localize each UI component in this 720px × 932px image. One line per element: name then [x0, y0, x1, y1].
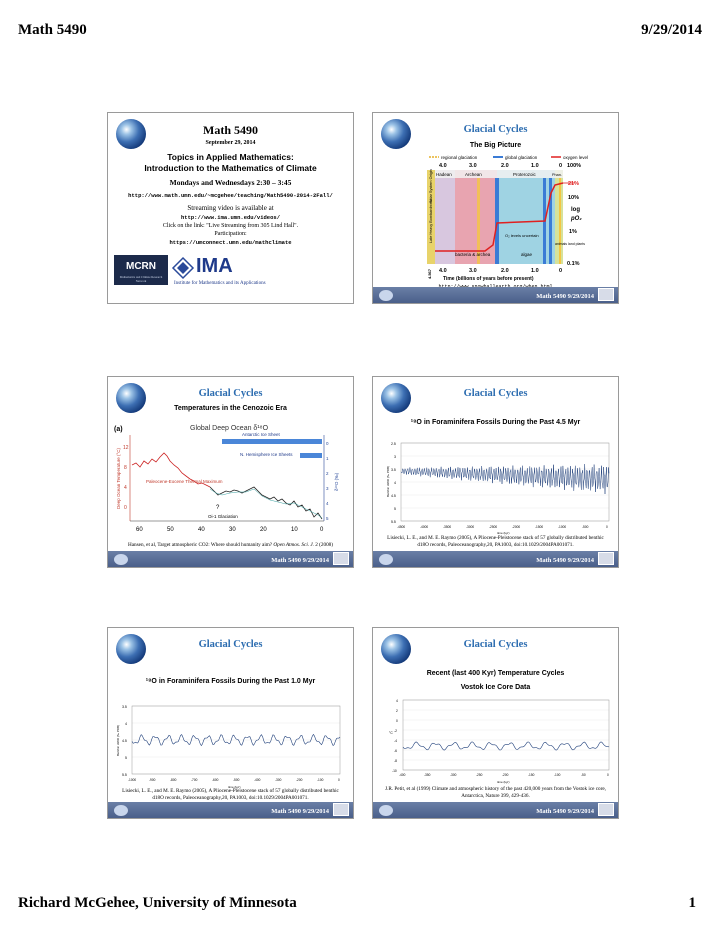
svg-text:2.5: 2.5: [391, 442, 396, 446]
svg-text:-3000: -3000: [466, 525, 475, 529]
svg-text:Oi-1 Glaciation: Oi-1 Glaciation: [208, 514, 238, 519]
svg-text:-2000: -2000: [512, 525, 521, 529]
svg-text:-500: -500: [582, 525, 589, 529]
svg-text:3.5: 3.5: [122, 705, 127, 709]
ima-logo: IMA: [196, 255, 233, 277]
petm-label: Paleocene-Eocene Thermal Maximum: [146, 479, 223, 484]
svg-text:0: 0: [559, 268, 563, 274]
svg-text:4.5: 4.5: [122, 739, 127, 743]
svg-text:5: 5: [326, 516, 329, 521]
svg-text:20: 20: [260, 527, 267, 533]
nav-icon[interactable]: [598, 552, 614, 565]
svg-text:10: 10: [291, 527, 298, 533]
svg-text:-500: -500: [233, 778, 240, 782]
svg-text:2.0: 2.0: [501, 268, 509, 274]
slide-6: [372, 627, 619, 819]
slide-2: [372, 112, 619, 304]
svg-text:5: 5: [125, 756, 127, 760]
citation-line-1: J.R. Petit, et al (1999) Climate and atmospheric history of the past 420,000 years from the Vostok ice core,: [385, 786, 606, 792]
ima-logo-subtitle: Institute for Mathematics and its Applications: [174, 281, 266, 286]
svg-text:animals land plants: animals land plants: [555, 242, 585, 246]
svg-text:21%: 21%: [568, 181, 580, 187]
svg-text:-4: -4: [394, 739, 397, 743]
slide-3: [107, 376, 354, 568]
heading-line-2: Introduction to the Mathematics of Climate: [144, 163, 317, 173]
slide-4: [372, 376, 619, 568]
svg-text:60: 60: [136, 527, 143, 533]
citation-line-1: Lisiecki, L. E., and M. E. Raymo (2005), A Pliocene-Pleistocene stack of 57 globally distributed benthic: [387, 535, 604, 541]
svg-text:algae: algae: [521, 252, 533, 257]
svg-text:-2: -2: [394, 729, 397, 733]
legend-global: global glaciation: [505, 155, 538, 160]
figure-title: Global Deep Ocean δ¹⁸O: [190, 425, 269, 432]
svg-text:0: 0: [320, 527, 324, 533]
slide-subtitle: The Big Picture: [469, 142, 522, 149]
svg-text:-4000: -4000: [420, 525, 429, 529]
svg-text:Benthic d18O (‰ PDB): Benthic d18O (‰ PDB): [386, 465, 390, 497]
slide-date: September 29, 2014: [205, 140, 256, 146]
svg-text:δ¹⁸O (‰): δ¹⁸O (‰): [334, 472, 339, 491]
panel-label: (a): [114, 426, 123, 433]
svg-text:°C: °C: [389, 731, 393, 735]
svg-text:-150: -150: [528, 773, 535, 777]
nav-icon[interactable]: [333, 552, 349, 565]
citation-line-2: d18O records, Paleoceanography,20, PA1003, doi:10.1029/2004PA001071.: [152, 795, 309, 801]
svg-text:50: 50: [167, 527, 174, 533]
slide-footer-bar: Math 5490 9/29/2014: [373, 802, 618, 818]
svg-text:Archean: Archean: [465, 172, 482, 177]
svg-text:log: log: [571, 207, 580, 213]
svg-text:-300: -300: [275, 778, 282, 782]
slide-title: Glacial Cycles: [463, 639, 528, 650]
svg-text:?: ?: [216, 505, 220, 511]
click-text: Click on the link: "Live Streaming from 305 Lind Hall".: [162, 223, 299, 229]
svg-text:3: 3: [394, 455, 396, 459]
slide-footer-bar: Math 5490 9/29/2014: [373, 287, 618, 303]
page-footer-right: 1: [688, 895, 696, 911]
stream-url-link[interactable]: http://www.ima.umn.edu/videos/: [180, 214, 281, 221]
svg-text:0: 0: [559, 163, 563, 169]
earth-history-figure: [425, 153, 607, 283]
svg-text:0: 0: [338, 778, 340, 782]
course-url-link[interactable]: http://www.math.umn.edu/~mcgehee/teaching/Math5490-2014-2Fall/: [128, 192, 333, 199]
vostok-series-line: [403, 742, 609, 750]
svg-text:time (kyr): time (kyr): [228, 785, 241, 789]
svg-text:Antarctic Ice Sheet: Antarctic Ice Sheet: [242, 432, 280, 437]
svg-text:time (kyr): time (kyr): [497, 531, 510, 535]
slide-title: Glacial Cycles: [463, 388, 528, 399]
slide-title: Glacial Cycles: [198, 388, 263, 399]
svg-text:4: 4: [394, 481, 396, 485]
slide-subtitle: Temperatures in the Cenozoic Era: [174, 405, 287, 412]
cenozoic-figure: [112, 421, 348, 539]
svg-text:4.0: 4.0: [439, 268, 447, 274]
svg-text:-400: -400: [399, 773, 406, 777]
svg-text:40: 40: [198, 527, 205, 533]
svg-text:-350: -350: [424, 773, 431, 777]
svg-text:bacteria & archea: bacteria & archea: [455, 252, 491, 257]
nav-icon[interactable]: [598, 803, 614, 816]
svg-text:4.567: 4.567: [427, 268, 432, 279]
svg-text:5: 5: [394, 507, 396, 511]
svg-text:pO₂: pO₂: [571, 216, 582, 222]
nav-icon[interactable]: [598, 288, 614, 301]
citation-line-2: Antarctica, Nature 399, 429-436.: [461, 793, 530, 799]
svg-text:0: 0: [606, 525, 608, 529]
citation-line-1: Lisiecki, L. E., and M. E. Raymo (2005), A Pliocene-Pleistocene stack of 57 globally distributed benthic: [122, 788, 339, 794]
svg-text:-300: -300: [450, 773, 457, 777]
svg-text:0: 0: [396, 719, 398, 723]
svg-text:Benthic d18O (‰ PDB): Benthic d18O (‰ PDB): [116, 724, 120, 756]
svg-text:-200: -200: [502, 773, 509, 777]
svg-text:1.0: 1.0: [531, 163, 539, 169]
svg-text:4.5: 4.5: [391, 494, 396, 498]
svg-text:1: 1: [326, 456, 329, 461]
svg-text:5.5: 5.5: [122, 773, 127, 777]
svg-text:-200: -200: [296, 778, 303, 782]
slide-subtitle: ¹⁸O in Foraminifera Fossils During the Past 4.5 Myr: [410, 419, 581, 426]
svg-text:Hadean: Hadean: [436, 172, 452, 177]
stream-text: Streaming video is available at: [187, 204, 274, 212]
slide-title: Glacial Cycles: [463, 124, 528, 135]
svg-text:Proterozoic: Proterozoic: [513, 172, 536, 177]
svg-text:-1000: -1000: [128, 778, 137, 782]
svg-text:N. Hemisphere Ice Sheets: N. Hemisphere Ice Sheets: [240, 452, 293, 457]
svg-text:-8: -8: [394, 759, 397, 763]
slide-subtitle: Recent (last 400 Kyr) Temperature Cycles: [426, 670, 565, 677]
svg-text:-4500: -4500: [397, 525, 406, 529]
legend-oxygen: oxygen level: [563, 155, 589, 160]
participation-url-link[interactable]: https://umconnect.umn.edu/mathclimate: [169, 239, 292, 246]
svg-text:-600: -600: [212, 778, 219, 782]
svg-text:-400: -400: [254, 778, 261, 782]
page-header-left: Math 5490: [18, 22, 87, 38]
mcrn-logo-small: [114, 805, 128, 816]
slide-subtitle: ¹⁸O in Foraminifera Fossils During the Past 1.0 Myr: [145, 678, 316, 685]
svg-text:3.5: 3.5: [391, 468, 396, 472]
svg-text:time (kyr): time (kyr): [497, 780, 510, 784]
svg-text:Time (billions of years before: Time (billions of years before present): [443, 276, 534, 282]
svg-text:3.0: 3.0: [469, 268, 477, 274]
slide-footer-bar: Math 5490 9/29/2014: [108, 802, 353, 818]
svg-text:-2500: -2500: [489, 525, 498, 529]
svg-text:4: 4: [396, 699, 398, 703]
vostok-chart: [387, 696, 613, 786]
ima-logo-mark: [172, 257, 194, 279]
svg-text:4: 4: [326, 501, 329, 506]
svg-text:3.0: 3.0: [469, 163, 477, 169]
svg-text:0: 0: [607, 773, 609, 777]
mcrn-logo-small: [379, 554, 393, 565]
mcrn-logo-small: [114, 554, 128, 565]
citation-line-2: d18O records, Paleoceanography,20, PA1003, doi:10.1029/2004PA001071.: [417, 542, 574, 548]
svg-text:Late Heavy Bombardment: Late Heavy Bombardment: [429, 198, 433, 243]
mcrn-logo: MCRN Mathematics and Climate Research Network: [114, 255, 168, 285]
heading-line-1: Topics in Applied Mathematics:: [167, 152, 294, 162]
svg-text:0: 0: [326, 441, 329, 446]
svg-text:1%: 1%: [569, 229, 577, 235]
svg-text:2.0: 2.0: [501, 163, 509, 169]
d18o-4500-chart: [387, 437, 613, 537]
slide-title: Glacial Cycles: [198, 639, 263, 650]
schedule: Mondays and Wednesdays 2:30 – 3:45: [169, 178, 292, 187]
d18o-series-line: [401, 464, 609, 494]
svg-text:O₂ levels uncertain: O₂ levels uncertain: [505, 233, 539, 238]
svg-text:-1000: -1000: [558, 525, 567, 529]
svg-text:-3500: -3500: [443, 525, 452, 529]
svg-text:8: 8: [124, 465, 127, 471]
svg-text:100%: 100%: [567, 163, 582, 169]
slide-title: Math 5490: [203, 123, 258, 137]
svg-text:-700: -700: [191, 778, 198, 782]
svg-text:-250: -250: [476, 773, 483, 777]
svg-text:4: 4: [124, 485, 127, 491]
svg-text:-100: -100: [317, 778, 324, 782]
svg-text:2: 2: [326, 471, 329, 476]
svg-text:30: 30: [229, 527, 236, 533]
slide-1: [107, 112, 354, 304]
slide-subtitle-2: Vostok Ice Core Data: [460, 684, 531, 691]
svg-text:-800: -800: [170, 778, 177, 782]
svg-text:Deep Ocean Temperature (°C): Deep Ocean Temperature (°C): [116, 448, 121, 509]
svg-text:4: 4: [125, 722, 127, 726]
svg-text:4.0: 4.0: [439, 163, 447, 169]
svg-text:-900: -900: [149, 778, 156, 782]
mcrn-logo-small: [379, 805, 393, 816]
svg-text:-100: -100: [554, 773, 561, 777]
slide-footer-bar: Math 5490 9/29/2014: [108, 551, 353, 567]
mcrn-logo-small: [379, 290, 393, 301]
svg-text:-6: -6: [394, 749, 397, 753]
svg-text:5.5: 5.5: [391, 520, 396, 524]
citation: Hansen, et al, Target atmospheric CO2: Where should humanity aim? Open Atmos. Sci. J. 2 (2008): [127, 542, 333, 548]
slide-5: [107, 627, 354, 819]
svg-text:-50: -50: [581, 773, 586, 777]
svg-text:-10: -10: [392, 769, 397, 773]
slide-footer-bar: Math 5490 9/29/2014: [373, 551, 618, 567]
svg-text:3: 3: [326, 486, 329, 491]
legend-regional: regional glaciation: [441, 155, 478, 160]
page-header-right: 9/29/2014: [641, 22, 702, 38]
svg-text:10%: 10%: [568, 195, 580, 201]
d18o-1000-chart: [116, 700, 348, 792]
svg-text:-1500: -1500: [535, 525, 544, 529]
svg-text:12: 12: [123, 445, 129, 451]
svg-text:Phan.: Phan.: [552, 173, 562, 177]
page-footer-left: Richard McGehee, University of Minnesota: [18, 895, 297, 911]
svg-text:Solar System Origin: Solar System Origin: [429, 169, 433, 203]
svg-text:1.0: 1.0: [531, 268, 539, 274]
svg-text:2: 2: [396, 709, 398, 713]
svg-text:0.1%: 0.1%: [567, 261, 580, 267]
nav-icon[interactable]: [333, 803, 349, 816]
svg-text:0: 0: [124, 505, 127, 511]
participation-label: Participation:: [214, 231, 247, 237]
